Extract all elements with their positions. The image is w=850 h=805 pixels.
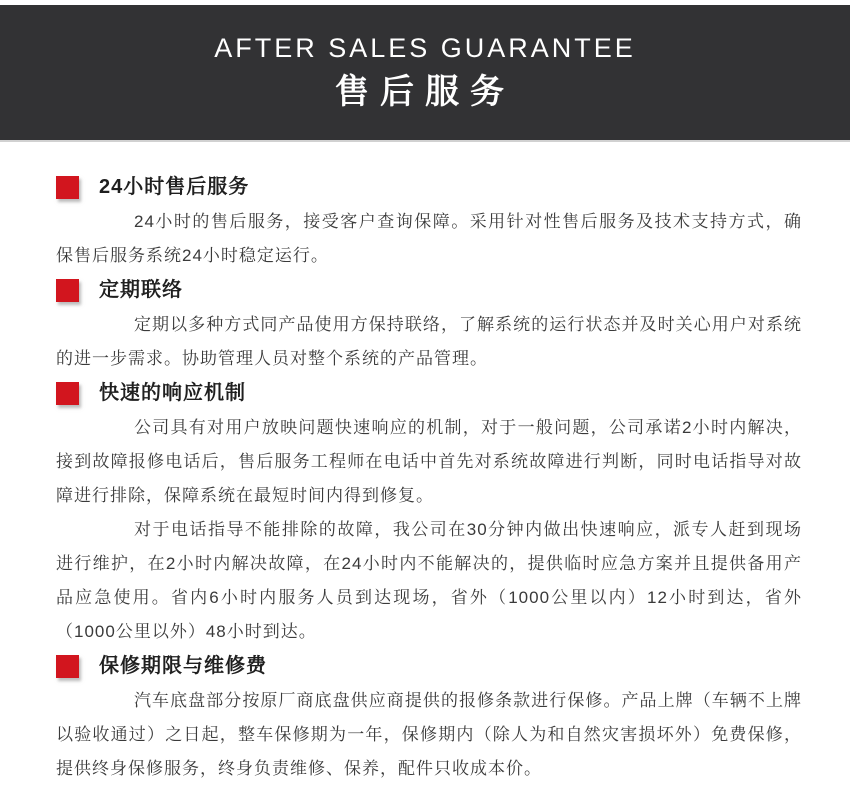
section-title: 保修期限与维修费 [99, 655, 267, 677]
section-title: 定期联络 [99, 279, 183, 301]
section-paragraph: 对于电话指导不能排除的故障，我公司在30分钟内做出快速响应，派专人赶到现场进行维护，在2小时内解决故障，在24小时内不能解决的，提供临时应急方案并且提供备用产品应急使用。省内6小时内服务人员到达现场，省外（1000公里以内）12小时到达，省外（1000公里以外）48小时到达。 [56, 520, 802, 641]
banner-title-english: AFTER SALES GUARANTEE [214, 33, 636, 63]
section-title: 24小时售后服务 [99, 176, 250, 198]
section-body [56, 684, 802, 786]
section-body [56, 411, 802, 649]
section-body [56, 308, 802, 376]
section-title: 快速的响应机制 [99, 382, 246, 404]
section-body [56, 205, 802, 273]
header-banner [0, 5, 850, 140]
section-fast-response [56, 382, 802, 649]
section-warranty-fees [56, 655, 802, 786]
red-square-bullet-icon [56, 176, 79, 199]
section-24h-service [56, 176, 802, 273]
section-title-row [56, 382, 802, 405]
content-area [0, 140, 850, 786]
section-title-row [56, 279, 802, 302]
section-paragraph: 24小时的售后服务，接受客户查询保障。采用针对性售后服务及技术支持方式，确保售后服务系统24小时稳定运行。 [56, 212, 802, 265]
section-title-row [56, 655, 802, 678]
section-title-row [56, 176, 802, 199]
section-paragraph: 汽车底盘部分按原厂商底盘供应商提供的报修条款进行保修。产品上牌（车辆不上牌以验收通过）之日起，整车保修期为一年，保修期内（除人为和自然灾害损坏外）免费保修，提供终身保修服务，终身负责维修、保养，配件只收成本价。 [56, 691, 802, 778]
section-paragraph: 公司具有对用户放映问题快速响应的机制，对于一般问题，公司承诺2小时内解决，接到故障报修电话后，售后服务工程师在电话中首先对系统故障进行判断，同时电话指导对故障进行排除，保障系统在最短时间内得到修复。 [56, 418, 802, 505]
banner-title-chinese: 售后服务 [335, 73, 515, 111]
section-regular-contact [56, 279, 802, 376]
red-square-bullet-icon [56, 382, 79, 405]
red-square-bullet-icon [56, 279, 79, 302]
red-square-bullet-icon [56, 655, 79, 678]
section-paragraph: 定期以多种方式同产品使用方保持联络，了解系统的运行状态并及时关心用户对系统的进一步需求。协助管理人员对整个系统的产品管理。 [56, 315, 802, 368]
